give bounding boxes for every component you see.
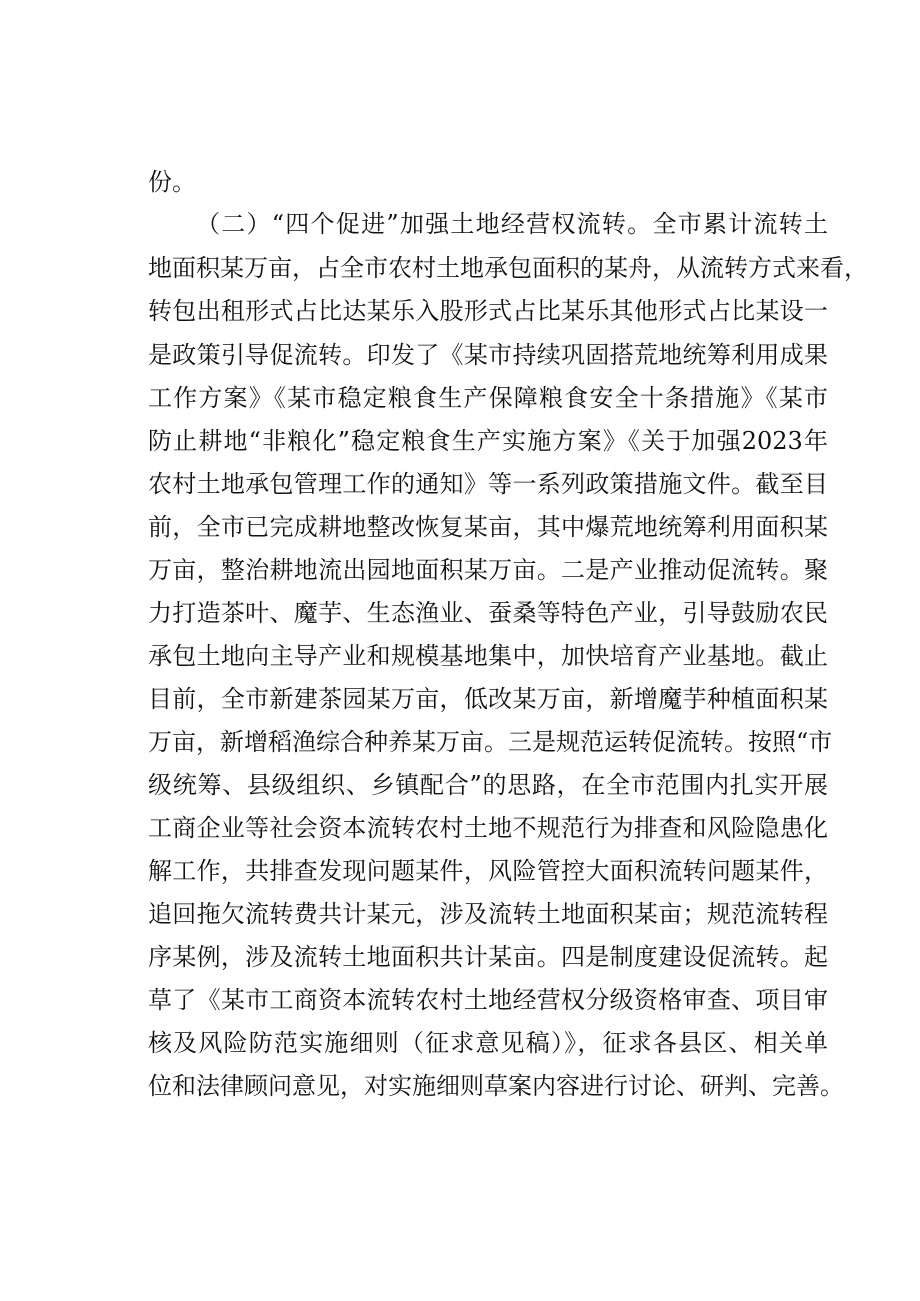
text-line-18: 追回拖欠流转费共计某元，涉及流转土地面积某亩；规范流转程	[148, 900, 828, 928]
text-line-7: 防止耕地“非粮化”稳定粮食生产实施方案》《关于加强2023年	[148, 427, 828, 455]
text-line-11: 力打造茶叶、魔芋、生态渔业、蚕桑等特色产业，引导鼓励农民	[148, 599, 828, 627]
text-line-9: 前，全市已完成耕地整改恢复某亩，其中爆荒地统筹利用面积某	[148, 513, 828, 541]
section-heading-line: （二）“四个促进”加强土地经营权流转。全市累计流转土	[196, 210, 828, 238]
text-line-21: 核及风险防范实施细则（征求意见稿）》，征求各县区、相关单	[148, 1029, 828, 1057]
text-line-15: 级统筹、县级组织、乡镇配合”的思路，在全市范围内扎实开展	[148, 771, 828, 799]
text-line-6: 工作方案》《某市稳定粮食生产保障粮食安全十条措施》《某市	[148, 384, 828, 412]
text-line-19: 序某例，涉及流转土地面积共计某亩。四是制度建设促流转。起	[148, 943, 828, 971]
text-line-12: 承包土地向主导产业和规模基地集中，加快培育产业基地。截止	[148, 642, 828, 670]
text-line-14: 万亩，新增稻渔综合种养某万亩。三是规范运转促流转。按照“市	[148, 728, 833, 756]
text-line-8: 农村土地承包管理工作的通知》等一系列政策措施文件。截至目	[148, 470, 828, 498]
text-line-17: 解工作，共排查发现问题某件，风险管控大面积流转问题某件，	[148, 857, 828, 885]
text-line-4: 转包出租形式占比达某乐入股形式占比某乐其他形式占比某设一	[148, 297, 828, 325]
text-line-10: 万亩，整治耕地流出园地面积某万亩。二是产业推动促流转。聚	[148, 556, 828, 584]
text-line-3: 地面积某万亩，占全市农村土地承包面积的某舟，从流转方式来看，	[148, 254, 868, 282]
text-line-22: 位和法律顾问意见，对实施细则草案内容进行讨论、研判、完善。	[148, 1072, 844, 1100]
text-line-5: 是政策引导促流转。印发了《某市持续巩固搭荒地统筹利用成果	[148, 341, 828, 369]
text-line-13: 目前，全市新建茶园某万亩，低改某万亩，新增魔芋种植面积某	[148, 685, 828, 713]
text-line-1: 份。	[148, 168, 196, 196]
text-line-20: 草了《某市工商资本流转农村土地经营权分级资格审查、项目审	[148, 986, 828, 1014]
text-line-16: 工商企业等社会资本流转农村土地不规范行为排查和风险隐患化	[148, 814, 828, 842]
